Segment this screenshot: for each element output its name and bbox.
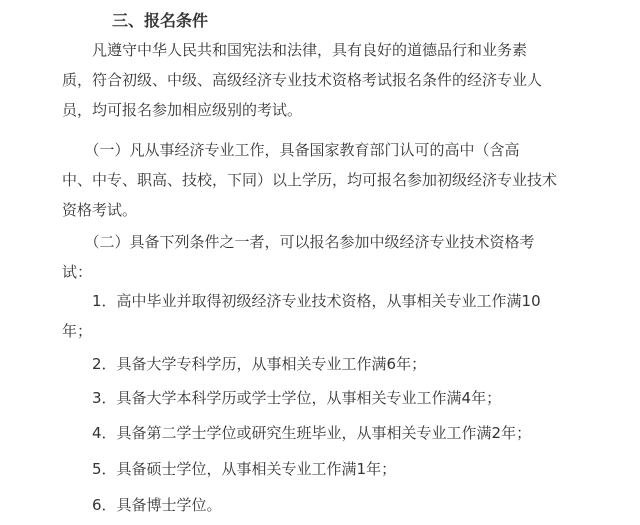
condition-item-1 — [62, 286, 541, 346]
condition-item-4 — [62, 418, 531, 448]
paragraph-line: （一）凡从事经济专业工作，具备国家教育部门认可的高中（含高 — [62, 141, 520, 159]
paragraph-line: 资格考试。 — [62, 201, 138, 219]
condition-line: 5．具备硕士学位，从事相关专业工作满1年； — [62, 460, 397, 478]
condition-line: 年； — [62, 322, 93, 340]
paragraph-line: 试： — [62, 263, 93, 281]
section-heading: 三、报名条件 — [112, 11, 209, 30]
condition-line: 3．具备大学本科学历或学士学位，从事相关专业工作满4年； — [62, 389, 502, 407]
paragraph-line: （二）具备下列条件之一者，可以报名参加中级经济专业技术资格考 — [62, 233, 535, 251]
paragraph-line: 凡遵守中华人民共和国宪法和法律，具有良好的道德品行和业务素 — [62, 41, 528, 59]
condition-item-2 — [62, 349, 426, 379]
paragraph-clause-2 — [62, 227, 582, 287]
condition-line: 2．具备大学专科学历，从事相关专业工作满6年； — [62, 355, 427, 373]
paragraph-line: 质，符合初级、中级、高级经济专业技术资格考试报名条件的经济专业人 — [62, 71, 543, 89]
condition-item-6 — [62, 490, 222, 520]
paragraph-line: 中、中专、职高、技校，下同）以上学历，均可报名参加初级经济专业技术 — [62, 171, 558, 189]
condition-line: 4．具备第二学士学位或研究生班毕业，从事相关专业工作满2年； — [62, 424, 532, 442]
paragraph-clause-1 — [62, 135, 582, 225]
paragraph-intro — [62, 35, 582, 125]
condition-line: 1．高中毕业并取得初级经济专业技术资格，从事相关专业工作满10 — [62, 292, 541, 310]
condition-item-3 — [62, 383, 501, 413]
condition-line: 6．具备博士学位。 — [62, 496, 222, 514]
condition-item-5 — [62, 454, 396, 484]
paragraph-line: 员，均可报名参加相应级别的考试。 — [62, 101, 303, 119]
